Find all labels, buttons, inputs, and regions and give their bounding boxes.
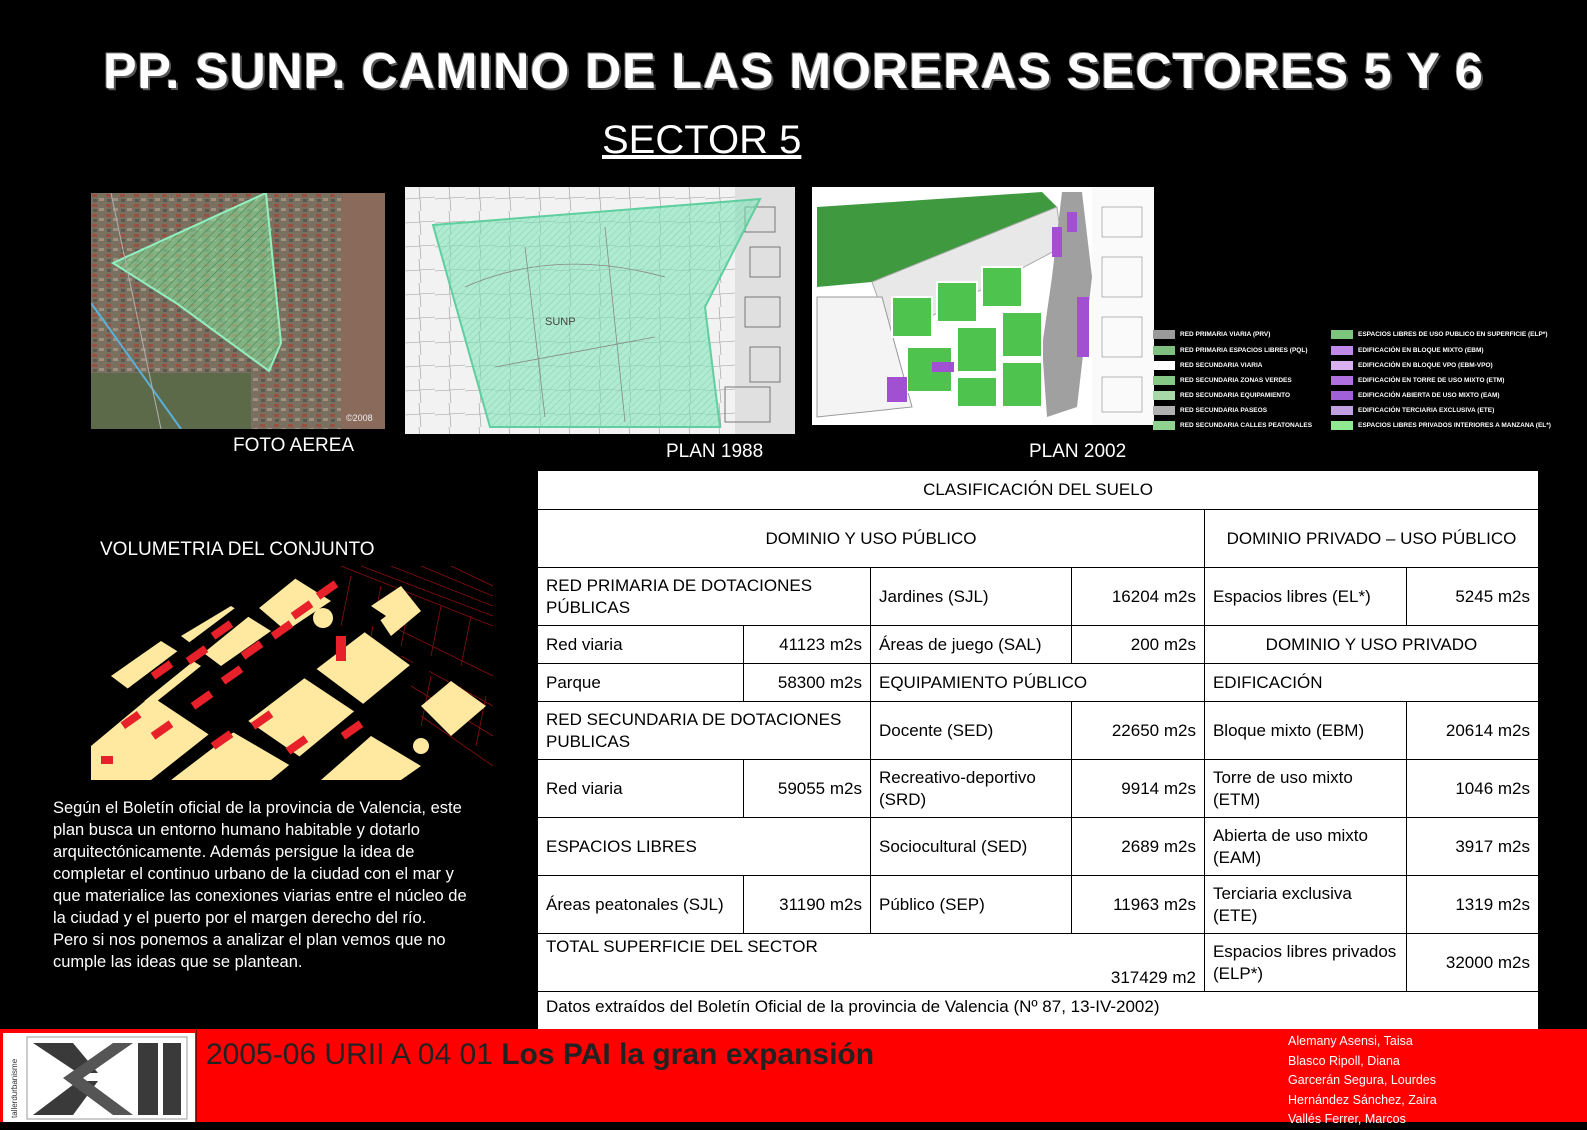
table-cell: EQUIPAMIENTO PÚBLICO bbox=[870, 664, 1204, 702]
plan-1988-image bbox=[405, 187, 795, 434]
table-cell: Terciaria exclusiva (ETE) bbox=[1204, 876, 1406, 934]
private-public-header: DOMINIO PRIVADO – USO PÚBLICO bbox=[1204, 510, 1538, 568]
plan-1988-caption: PLAN 1988 bbox=[666, 441, 764, 462]
table-row bbox=[538, 702, 1539, 760]
table-cell: Sociocultural (SED) bbox=[870, 818, 1071, 876]
plan-legend bbox=[1153, 330, 1551, 435]
legend-item: EDIFICACIÓN EN BLOQUE MIXTO (EBM) bbox=[1358, 347, 1484, 354]
table-cell: 32000 m2s bbox=[1406, 934, 1538, 992]
table-cell: 2689 m2s bbox=[1071, 818, 1204, 876]
table-cell: 1046 m2s bbox=[1406, 760, 1538, 818]
legend-item: EDIFICACIÓN EN BLOQUE VPO (EBM-VPO) bbox=[1358, 362, 1493, 369]
legend-item: EDIFICACIÓN TERCIARIA EXCLUSIVA (ETE) bbox=[1358, 407, 1495, 414]
legend-item: EDIFICACIÓN EN TORRE DE USO MIXTO (ETM) bbox=[1358, 377, 1505, 384]
footer-divider bbox=[196, 1029, 197, 1122]
table-cell: 200 m2s bbox=[1071, 626, 1204, 664]
author-name: Blasco Ripoll, Diana bbox=[1288, 1053, 1400, 1068]
table-cell: Parque bbox=[538, 664, 744, 702]
table-cell: RED SECUNDARIA DE DOTACIONES PUBLICAS bbox=[538, 702, 871, 760]
table-row bbox=[538, 760, 1539, 818]
aerial-photo bbox=[91, 193, 385, 429]
legend-item: RED SECUNDARIA CALLES PEATONALES bbox=[1180, 422, 1313, 429]
table-cell: 9914 m2s bbox=[1071, 760, 1204, 818]
table-cell: DOMINIO Y USO PRIVADO bbox=[1204, 626, 1538, 664]
legend-item: ESPACIOS LIBRES PRIVADOS INTERIORES A MANZANA (EL*) bbox=[1358, 422, 1551, 429]
legend-swatch bbox=[1331, 406, 1353, 415]
plan-1988-label: SUNP bbox=[545, 316, 576, 328]
svg-text:©2008: ©2008 bbox=[346, 413, 373, 423]
table-cell: Espacios libres privados (ELP*) bbox=[1204, 934, 1406, 992]
footer-logo bbox=[3, 1033, 195, 1122]
table-cell: ESPACIOS LIBRES bbox=[538, 818, 871, 876]
legend-item: EDIFICACIÓN ABIERTA DE USO MIXTO (EAM) bbox=[1358, 392, 1500, 399]
author-name: Vallés Ferrer, Marcos bbox=[1288, 1112, 1406, 1126]
table-cell: 1319 m2s bbox=[1406, 876, 1538, 934]
volumetry-caption: VOLUMETRIA DEL CONJUNTO bbox=[100, 539, 375, 560]
table-cell: 20614 m2s bbox=[1406, 702, 1538, 760]
table-cell: Bloque mixto (EBM) bbox=[1204, 702, 1406, 760]
legend-item: RED PRIMARIA VIARIA (PRV) bbox=[1180, 331, 1271, 338]
table-row bbox=[538, 626, 1539, 664]
logo-side-text: tallerdurbanisme bbox=[10, 1058, 19, 1118]
aerial-caption: FOTO AEREA bbox=[233, 435, 355, 456]
table-cell: Jardines (SJL) bbox=[870, 568, 1071, 626]
legend-swatch bbox=[1153, 346, 1175, 355]
table-row bbox=[538, 471, 1539, 510]
volumetry-image bbox=[91, 566, 493, 780]
description-paragraph: Pero si nos ponemos a analizar el plan vemos que no cumple las ideas que se plantean. bbox=[53, 931, 446, 971]
legend-swatch bbox=[1331, 391, 1353, 400]
legend-item: RED SECUNDARIA ZONAS VERDES bbox=[1180, 377, 1292, 384]
table-cell: 31190 m2s bbox=[743, 876, 870, 934]
description-paragraph: Según el Boletín oficial de la provincia de Valencia, este plan busca un entorno humano habitable y dotarlo arquitectónicamente. Además persigue la idea de completar el continuo urbano de la ciudad con el mar y que materialice las conexiones viarias entre el núcleo de la ciudad y el puerto por el margen derecho del río. bbox=[53, 799, 467, 927]
footer-course bbox=[206, 1038, 874, 1072]
legend-swatch bbox=[1153, 391, 1175, 400]
table-row bbox=[538, 934, 1539, 992]
table-cell: Espacios libres (EL*) bbox=[1204, 568, 1406, 626]
table-cell: Áreas de juego (SAL) bbox=[870, 626, 1071, 664]
table-cell: RED PRIMARIA DE DOTACIONES PÚBLICAS bbox=[538, 568, 871, 626]
table-cell: Áreas peatonales (SJL) bbox=[538, 876, 744, 934]
table-row bbox=[538, 818, 1539, 876]
legend-item: RED SECUNDARIA EQUIPAMIENTO bbox=[1180, 392, 1291, 399]
legend-item: RED SECUNDARIA VIARIA bbox=[1180, 362, 1263, 369]
legend-swatch bbox=[1153, 330, 1175, 339]
legend-swatch bbox=[1331, 346, 1353, 355]
table-cell: Red viaria bbox=[538, 760, 744, 818]
total-label: TOTAL SUPERFICIE DEL SECTOR bbox=[546, 937, 818, 956]
plan-2002-caption: PLAN 2002 bbox=[1029, 441, 1127, 462]
legend-swatch bbox=[1153, 406, 1175, 415]
table-cell: Torre de uso mixto (ETM) bbox=[1204, 760, 1406, 818]
table-cell: Recreativo-deportivo (SRD) bbox=[870, 760, 1071, 818]
table-cell: 59055 m2s bbox=[743, 760, 870, 818]
author-name: Garcerán Segura, Lourdes bbox=[1288, 1073, 1437, 1087]
table-cell: EDIFICACIÓN bbox=[1204, 664, 1538, 702]
table-cell: 3917 m2s bbox=[1406, 818, 1538, 876]
author-name: Alemany Asensi, Taisa bbox=[1288, 1034, 1413, 1048]
table-cell: 5245 m2s bbox=[1406, 568, 1538, 626]
table-cell: 41123 m2s bbox=[743, 626, 870, 664]
table-row bbox=[538, 664, 1539, 702]
table-cell: Red viaria bbox=[538, 626, 744, 664]
legend-swatch bbox=[1331, 361, 1353, 370]
legend-swatch bbox=[1331, 376, 1353, 385]
public-header: DOMINIO Y USO PÚBLICO bbox=[538, 510, 1205, 568]
total-value: 317429 m2 bbox=[1110, 968, 1196, 987]
legend-swatch bbox=[1153, 361, 1175, 370]
table-cell: 11963 m2s bbox=[1071, 876, 1204, 934]
sector-title: SECTOR 5 bbox=[602, 118, 802, 162]
legend-item: RED SECUNDARIA PASEOS bbox=[1180, 407, 1268, 414]
legend-swatch bbox=[1331, 421, 1353, 430]
legend-swatch bbox=[1153, 376, 1175, 385]
table-note: Datos extraídos del Boletín Oficial de la provincia de Valencia (Nº 87, 13-IV-2002) bbox=[538, 992, 1539, 1049]
author-name: Hernández Sánchez, Zaira bbox=[1288, 1092, 1437, 1107]
page-title: PP. SUNP. CAMINO DE LAS MORERAS SECTORES 5 Y 6 bbox=[103, 43, 1484, 99]
legend-swatch bbox=[1153, 421, 1175, 430]
legend-swatch bbox=[1331, 330, 1353, 339]
description-text bbox=[53, 797, 483, 973]
table-row bbox=[538, 510, 1539, 568]
table-cell: 58300 m2s bbox=[743, 664, 870, 702]
table-header: CLASIFICACIÓN DEL SUELO bbox=[538, 471, 1539, 510]
total-cell bbox=[538, 934, 1205, 992]
table-cell: Docente (SED) bbox=[870, 702, 1071, 760]
table-cell: 22650 m2s bbox=[1071, 702, 1204, 760]
table-cell: Abierta de uso mixto (EAM) bbox=[1204, 818, 1406, 876]
plan-2002-image bbox=[812, 187, 1154, 425]
classification-table bbox=[537, 470, 1539, 1049]
course-code: 2005-06 URII A 04 01 bbox=[206, 1038, 493, 1071]
table-row bbox=[538, 568, 1539, 626]
table-cell: Público (SEP) bbox=[870, 876, 1071, 934]
course-title: Los PAI la gran expansión bbox=[501, 1038, 875, 1071]
table-cell: 16204 m2s bbox=[1071, 568, 1204, 626]
legend-item: ESPACIOS LIBRES DE USO PUBLICO EN SUPERFICIE (ELP*) bbox=[1358, 331, 1548, 338]
table-row bbox=[538, 876, 1539, 934]
footer-authors bbox=[1288, 1032, 1437, 1130]
legend-item: RED PRIMARIA ESPACIOS LIBRES (PQL) bbox=[1180, 347, 1308, 354]
